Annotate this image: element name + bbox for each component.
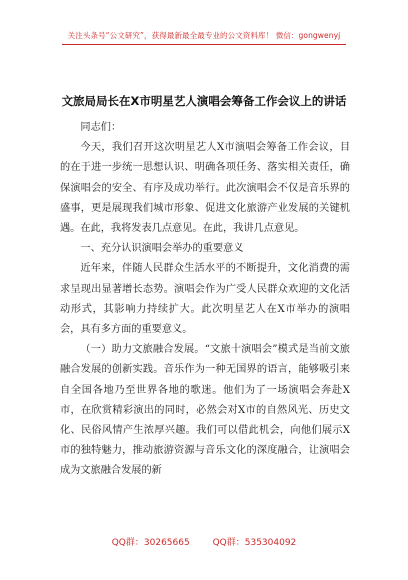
paragraph-opening: 今天，我们召开这次明星艺人X市演唱会筹备工作会议，目的在于进一步统一思想认识、明确各项任务、落实相关责任，确保演唱会的安全、有序及成功举行。此次演唱会不仅是音乐界的盛事，更是展现我们城市形象、促进文化旅游产业发展的关键机遇。在此，我将发表几点意见。在此，我讲几点意见。 <box>60 142 350 235</box>
footer-qq-group-1: QQ群：30265665 <box>111 538 190 548</box>
document-body <box>60 118 350 482</box>
paragraph-subsection: （一）助力文旅融合发展。“文旅十演唱会”模式是当前文旅融合发展的创新实践。音乐作为一种无国界的语言，能够吸引来自全国各地乃至世界各地的歌迷。他们为了一场演唱会奔赴X市，在欣赏精彩演出的同时，必然会对X市的自然风光、历史文化、民俗风情产生浓厚兴趣。我们可以借此机会，向他们展示X市的独特魅力，推动旅游资源与音乐文化的深度融合，让演唱会成为文旅融合发展的新 <box>60 344 350 477</box>
footer-contacts <box>0 535 408 548</box>
footer-qq-group-2: QQ群：535304092 <box>212 538 297 548</box>
header-divider <box>62 44 346 45</box>
header-promo-note: 关注头条号“公文研究”，获得最新最全最专业的公文资料库！ 微信：gongwenyj <box>67 31 341 40</box>
greeting: 同志们： <box>80 122 122 133</box>
paragraph-background: 近年来，伴随人民群众生活水平的不断提升，文化消费的需求呈现出显著增长态势。演唱会作为广受人民群众欢迎的文化活动形式，其影响力持续扩大。此次明星艺人在X市举办的演唱会，具有多方面的重要意义。 <box>60 263 350 336</box>
section-heading: 一、充分认识演唱会举办的重要意义 <box>80 243 244 255</box>
document-title: 文旅局局长在X市明星艺人演唱会筹备工作会议上的讲话 <box>61 94 347 108</box>
